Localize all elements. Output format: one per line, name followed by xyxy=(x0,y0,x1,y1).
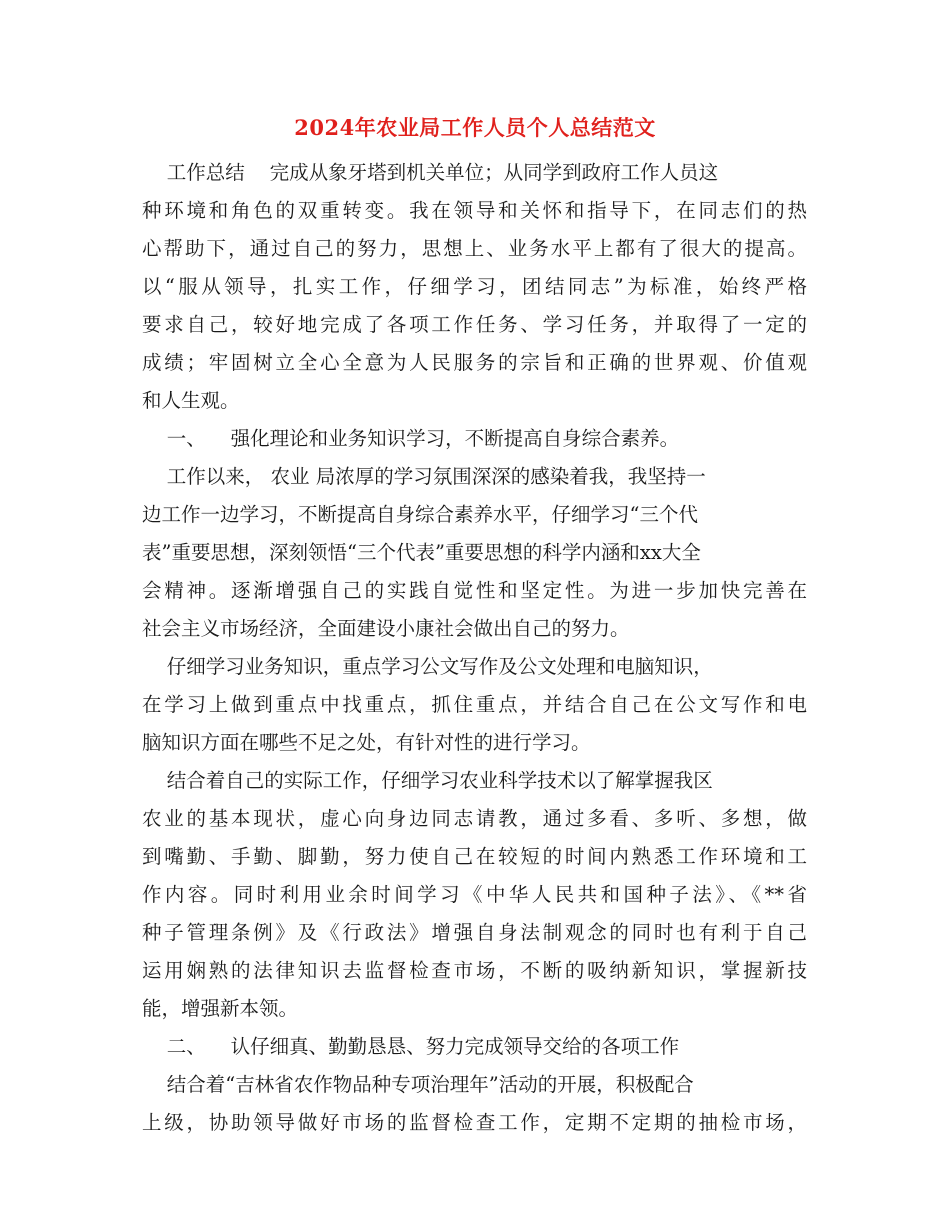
body-line: 社会主义市场经济，全面建设小康社会做出自己的努力。 xyxy=(142,617,630,640)
body-line: 能，增强新本领。 xyxy=(142,997,299,1020)
body-line: 和人生观。 xyxy=(142,389,240,412)
document-body xyxy=(142,154,807,1142)
document-title: 2024年农业局工作人员个人总结范文 xyxy=(294,115,656,140)
body-line: 会精神。逐渐增强自己的实践自觉性和坚定性。为进一步加快完善在 xyxy=(142,579,807,602)
body-line: 要求自己，较好地完成了各项工作任务、学习任务，并取得了一定的 xyxy=(142,313,807,336)
body-line: 到嘴勤、手勤、脚勤，努力使自己在较短的时间内熟悉工作环境和工 xyxy=(142,845,807,868)
body-line: 二、 认仔细真、勤勤恳恳、努力完成领导交给的各项工作 xyxy=(142,1035,680,1058)
body-line: 结合着自己的实际工作，仔细学习农业科学技术以了解掌握我区 xyxy=(142,769,713,792)
body-line: 工作总结 完成从象牙塔到机关单位；从同学到政府工作人员这 xyxy=(142,161,719,184)
body-line: 成绩；牢固树立全心全意为人民服务的宗旨和正确的世界观、价值观 xyxy=(142,351,807,374)
body-line: 脑知识方面在哪些不足之处，有针对性的进行学习。 xyxy=(142,731,591,754)
body-line: 农业的基本现状，虚心向身边同志请教，通过多看、多听、多想，做 xyxy=(142,807,807,830)
body-line: 种环境和角色的双重转变。我在领导和关怀和指导下，在同志们的热 xyxy=(142,199,807,222)
body-line: 运用娴熟的法律知识去监督检查市场，不断的吸纳新知识，掌握新技 xyxy=(142,959,807,982)
body-line: 表”重要思想，深刻领悟“三个代表”重要思想的科学内涵和xx大全 xyxy=(142,541,701,564)
body-line: 上级，协助领导做好市场的监督检查工作，定期不定期的抽检市场， xyxy=(142,1111,807,1134)
body-line: 心帮助下，通过自己的努力，思想上、业务水平上都有了很大的提高。 xyxy=(142,237,807,260)
body-line: 结合着“吉林省农作物品种专项治理年”活动的开展，积极配合 xyxy=(142,1073,694,1096)
body-line: 以“服从领导，扎实工作，仔细学习，团结同志”为标准，始终严格 xyxy=(142,275,807,298)
body-line: 种子管理条例》及《行政法》增强自身法制观念的同时也有利于自己 xyxy=(142,921,807,944)
body-line: 工作以来， 农业 局浓厚的学习氛围深深的感染着我，我坚持一 xyxy=(142,465,706,488)
body-line: 在学习上做到重点中找重点，抓住重点，并结合自己在公文写作和电 xyxy=(142,693,807,716)
body-line: 一、 强化理论和业务知识学习，不断提高自身综合素养。 xyxy=(142,427,680,450)
body-line: 边工作一边学习，不断提高自身综合素养水平，仔细学习“三个代 xyxy=(142,503,698,526)
body-line: 作内容。同时利用业余时间学习《中华人民共和国种子法》、《**省 xyxy=(142,883,807,906)
body-line: 仔细学习业务知识，重点学习公文写作及公文处理和电脑知识， xyxy=(142,655,713,678)
